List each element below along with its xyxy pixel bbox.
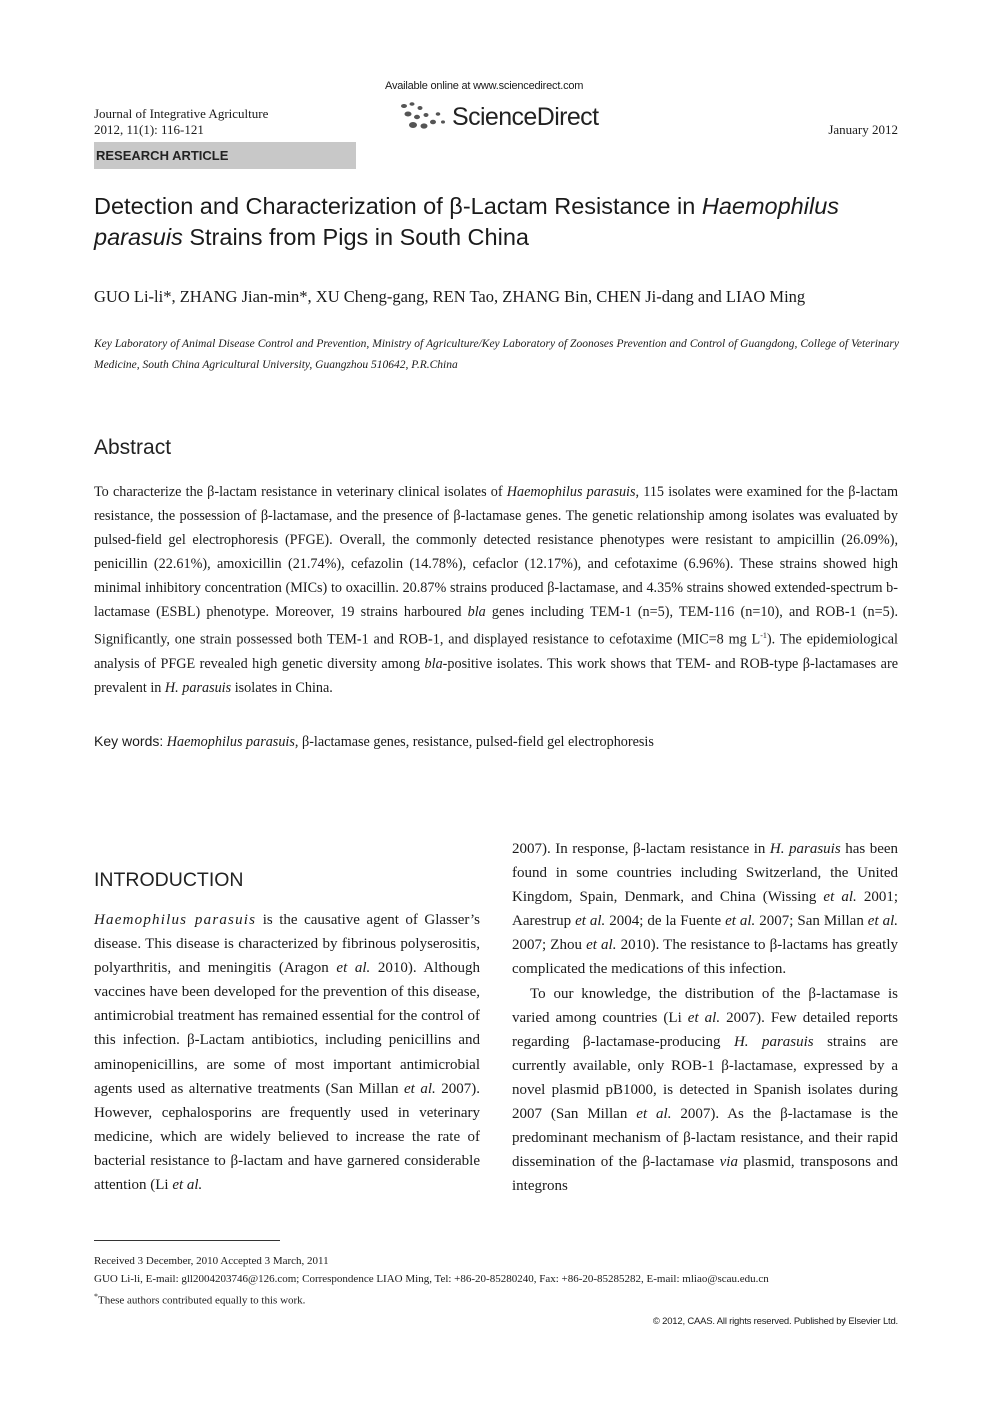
affiliation: Key Laboratory of Animal Disease Control and Prevention, Ministry of Agriculture/Key Laboratory of Zoonoses Prevention and Control of Guangdong, College of Veterinary Medicine, South China Agricultural University, Guangzhou 510642, P.R.China (94, 338, 899, 371)
keyword-italic: Haemophilus parasuis (166, 734, 295, 750)
intro-paragraph (512, 837, 898, 982)
issue-date: January 2012 (828, 122, 898, 137)
abstract-text: To characterize the β-lactam resistance in veterinary clinical isolates of (94, 484, 507, 500)
intro-italic: et al. (823, 889, 857, 906)
intro-italic: H. parasuis (769, 841, 841, 857)
abstract-text: isolates in China. (231, 679, 333, 696)
intro-italic: via (719, 1154, 738, 1171)
intro-text: 2010). Although vaccines have been developed for the prevention of this disease, antimicrobial treatment has remained essential for the control of this infection. β-Lactam antibiotics, including penicillins and aminopenicillins, are some of most important antimicrobial agents used as alternative treatments (San Millan (94, 960, 481, 1097)
journal-citation (94, 106, 268, 138)
article-type-banner (94, 142, 356, 169)
intro-text: 2007). However, cephalosporins are frequently used in veterinary medicine, which are widely believed to increase the rate of bacterial resistance to β-lactam and have garnered considerable attention (Li (94, 1080, 480, 1194)
footnote-text: These authors contributed equally to this work. (98, 1294, 306, 1307)
intro-text: 2010). The resistance to β-lactams has greatly complicated the medications of this infection. (512, 937, 898, 978)
title-text-2: Strains from Pigs in South China (182, 224, 529, 250)
author-list: GUO Li-li*, ZHANG Jian-min*, XU Cheng-gang, REN Tao, ZHANG Bin, CHEN Ji-dang and LIAO Ming (94, 287, 806, 306)
footnote-mark: * (94, 1292, 98, 1301)
intro-italic: et al. (867, 913, 898, 930)
abstract-italic: Haemophilus parasuis (506, 484, 636, 500)
introduction-right-column (512, 837, 898, 1198)
intro-italic: et al. (336, 960, 371, 977)
abstract-text: genes including TEM-1 (n=5), TEM-116 (n=10), and ROB-1 (n=5). Significantly, one strain possessed both TEM-1 and ROB-1, and displayed resistance to cefotaxime (MIC=8 mg L (94, 604, 898, 648)
intro-text: strains are currently available, only ROB-1 β-lactamase, expressed by a novel plasmid pB1000, is detected in Spanish isolates during 2007 (San Millan (512, 1033, 898, 1123)
title-species-italic: Haemophilus parasuis (94, 193, 840, 250)
keywords-text: , β-lactamase genes, resistance, pulsed-field gel electrophoresis (294, 734, 654, 750)
intro-italic: et al. (636, 1106, 672, 1123)
intro-text: 2007). In response, β-lactam resistance in (512, 841, 770, 857)
abstract-italic: H. parasuis (164, 679, 232, 696)
article-type-label: RESEARCH ARTICLE (96, 148, 229, 163)
intro-paragraph (512, 982, 898, 1199)
intro-italic: H. parasuis (733, 1033, 814, 1050)
abstract-italic: bla (467, 604, 486, 620)
introduction-left-column (94, 908, 480, 1197)
intro-text: 2001; Aarestrup (512, 889, 898, 930)
intro-text: 2007; San Millan (755, 913, 868, 930)
intro-italic: et al. (172, 1177, 203, 1194)
abstract-italic: bla (424, 655, 443, 672)
intro-text: plasmid, transposons and integrons (512, 1154, 898, 1195)
intro-italic: et al. (687, 1009, 721, 1026)
intro-text: has been found in some countries including Switzerland, the United Kingdom, Spain, Denmark, and China (Wissing (512, 841, 899, 906)
journal-volume: 2012, 11(1): 116-121 (94, 122, 204, 137)
journal-name: Journal of Integrative Agriculture (94, 106, 269, 121)
intro-text: 2004; de la Fuente (605, 913, 726, 930)
equal-contribution-note (94, 1288, 904, 1310)
keywords (94, 733, 898, 751)
intro-text: 2007). As the β-lactamase is the predominant mechanism of β-lactam resistance, and their rapid dissemination of the β-lactamase (512, 1106, 899, 1171)
intro-italic: et al. (404, 1080, 436, 1097)
sciencedirect-logo-text: ScienceDirect (452, 103, 599, 131)
intro-italic: et al. (575, 913, 606, 930)
intro-italic: et al. (586, 937, 617, 954)
abstract-text: , 115 isolates were examined for the β-lactam resistance, the possession of β-lactamase, and the presence of β-lactamase genes. The genetic relationship among isolates was evaluated by pulsed-field gel electrophoresis (PFGE). Overall, the commonly detected resistance phenotypes were resistant to ampicillin (26.09%), penicillin (22.61%), amoxicillin (21.74%), cefazolin (14.78%), cefaclor (12.17%), and cefotaxime (6.96%). These strains showed high minimal inhibitory concentration (MICs) to oxacillin. 20.87% strains produced β-lactamase, and 4.35% strains showed extended-spectrum b-lactamase (ESBL) phenotype. Moreover, 19 strains harboured (94, 484, 899, 620)
abstract-text: -positive isolates. This work shows that TEM- and ROB-type β-lactamases are prevalent in (94, 655, 898, 696)
footnote-divider (94, 1240, 280, 1241)
intro-text: 2007; Zhou (512, 937, 587, 954)
intro-italic: et al. (725, 913, 756, 930)
abstract-superscript: -1 (760, 631, 767, 640)
introduction-heading: INTRODUCTION (94, 869, 244, 891)
abstract-text: ). The epidemiological analysis of PFGE revealed high genetic diversity among (94, 631, 898, 672)
footnotes (94, 1252, 904, 1310)
intro-text: To our knowledge, the distribution of the β-lactamase is varied among countries (Li (512, 985, 898, 1026)
contact-info: GUO Li-li, E-mail: gll2004203746@126.com; Correspondence LIAO Ming, Tel: +86-20-85280240, Fax: +86-20-85285282, E-mail: mliao@scau.edu.cn (94, 1273, 769, 1285)
abstract-heading: Abstract (94, 436, 172, 459)
intro-text: is the causative agent of Glasser’s disease. This disease is characterized by fibrinous polyserositis, polyarthritis, and meningitis (Aragon (94, 912, 480, 977)
intro-text: 2007). Few detailed reports regarding β-lactamase-producing (512, 1009, 898, 1050)
received-dates: Received 3 December, 2010 Accepted 3 March, 2011 (94, 1255, 329, 1267)
copyright-notice: © 2012, CAAS. All rights reserved. Published by Elsevier Ltd. (652, 1316, 898, 1327)
intro-italic: Haemophilus parasuis (94, 912, 257, 928)
article-title (94, 191, 904, 253)
available-online-text: Available online at www.sciencedirect.com (385, 80, 584, 92)
abstract-body (94, 480, 898, 700)
keywords-label: Key words: (94, 733, 164, 749)
title-text-1: Detection and Characterization of β-Lactam Resistance in (94, 193, 702, 219)
